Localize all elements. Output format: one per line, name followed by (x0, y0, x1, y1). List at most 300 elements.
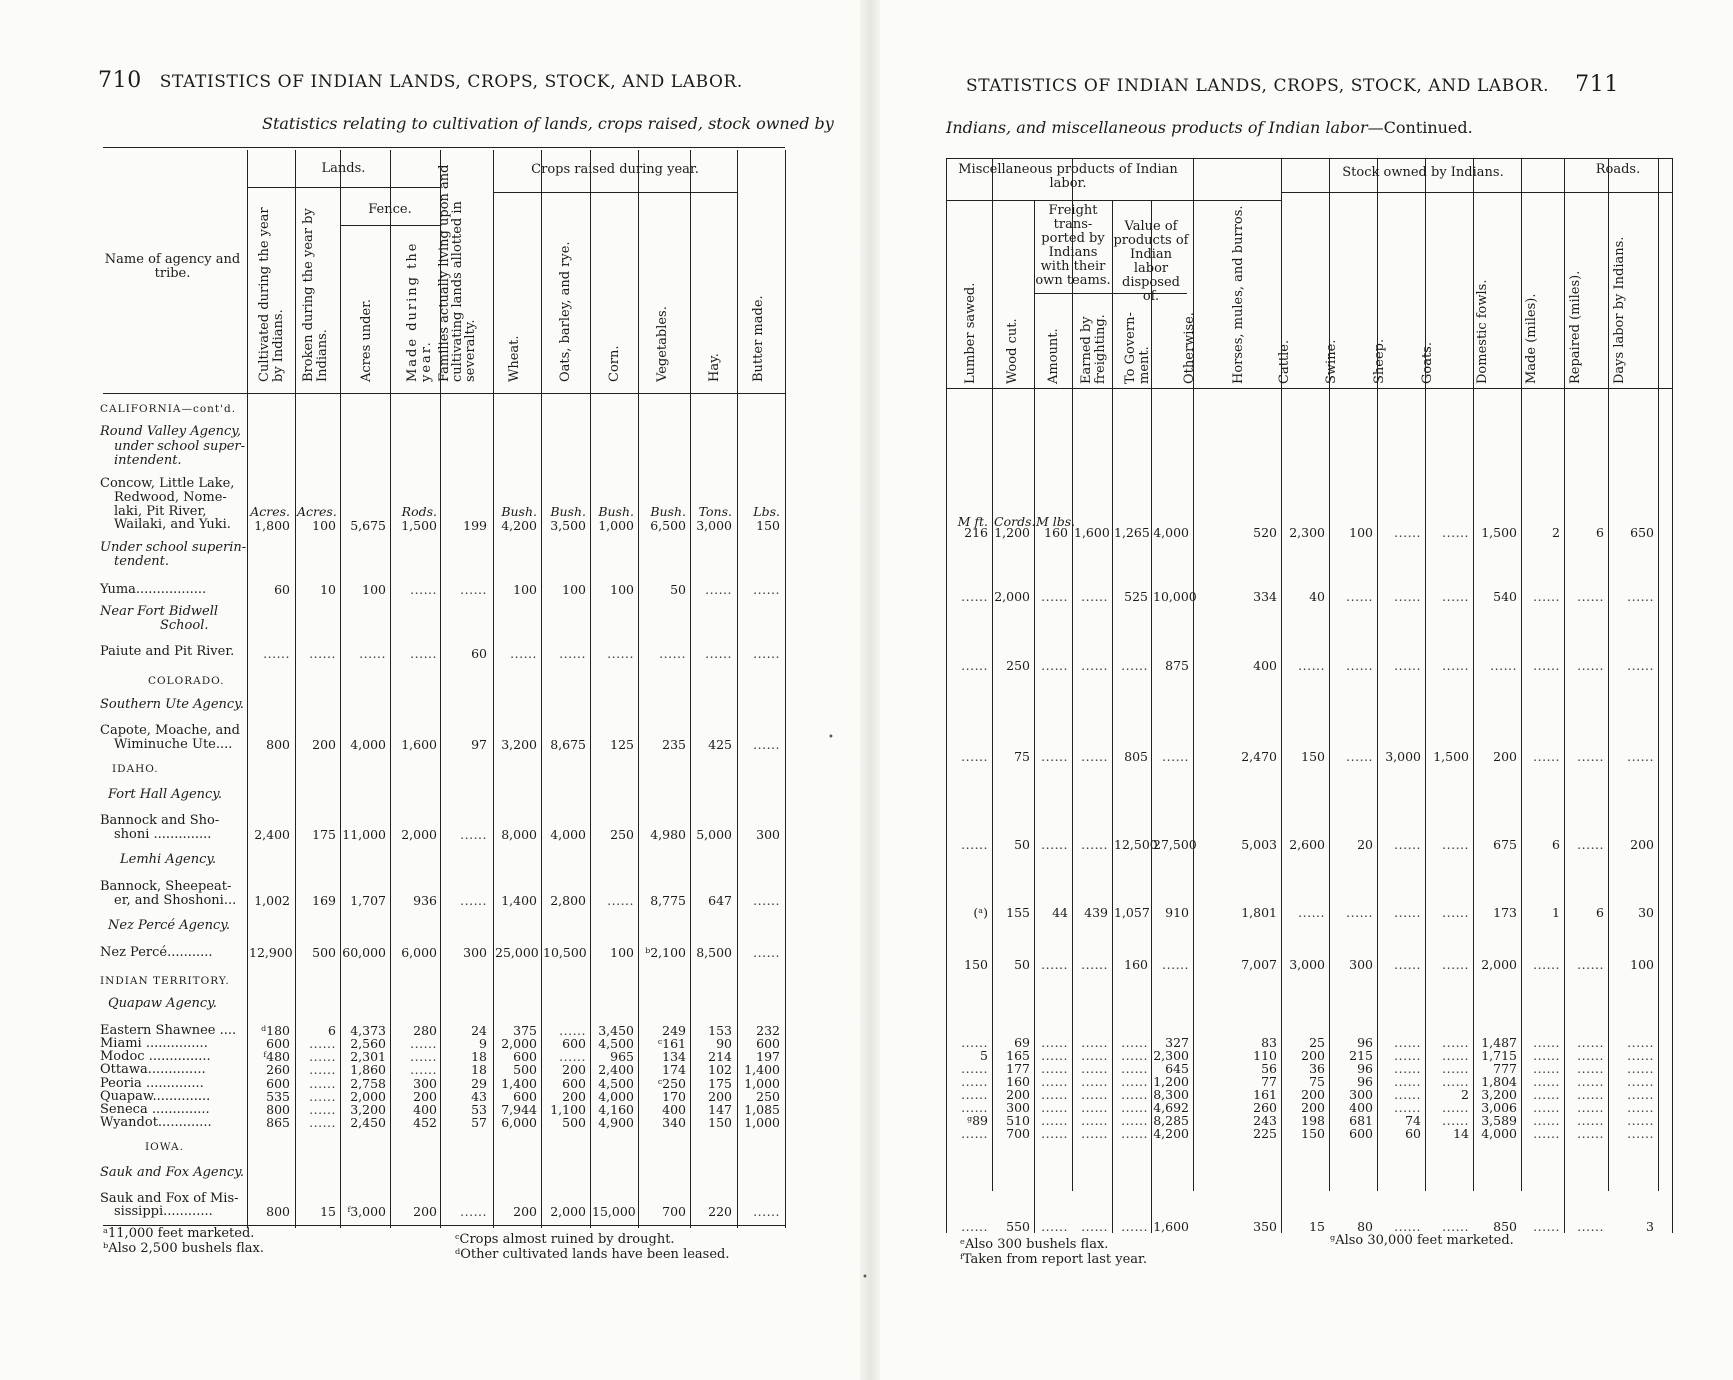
table-cell: 4,160 (598, 1102, 634, 1117)
table-cell: 600 (266, 1076, 290, 1091)
table-cell: ...... (1394, 1087, 1421, 1102)
table-cell: 439 (1084, 905, 1108, 920)
table-cell: 6,000 (401, 945, 437, 960)
table-cell: 1,000 (598, 518, 634, 533)
table-cell: 77 (1261, 1074, 1277, 1089)
table-cell: ...... (460, 1204, 487, 1219)
table-cell: 4,000 (550, 827, 586, 842)
table-row (880, 958, 1733, 972)
table-cell: ...... (961, 1100, 988, 1115)
table-cell: 700 (1006, 1126, 1030, 1141)
table-cell: 198 (1301, 1113, 1325, 1128)
table-cell: ...... (510, 646, 537, 661)
table-cell: 2,000 (350, 1089, 386, 1104)
tribe-label: COLORADO. (148, 675, 225, 687)
table-cell: ...... (1121, 1048, 1148, 1063)
table-cell: ...... (1577, 1048, 1604, 1063)
lands-group-rule (247, 187, 440, 188)
col-families-header: Families actually living upon and cultivating lands allotted in severalty. (437, 164, 478, 382)
table-cell: 340 (662, 1115, 686, 1130)
table-row (880, 659, 1733, 673)
table-cell: 350 (1253, 1219, 1277, 1234)
table-cell: ...... (1162, 957, 1189, 972)
tribe-label: Sauk and Fox Agency. (100, 1165, 245, 1180)
table-cell: 510 (1006, 1113, 1030, 1128)
table-cell: 1,100 (550, 1102, 586, 1117)
table-cell: 200 (1301, 1048, 1325, 1063)
table-cell: 5,000 (696, 827, 732, 842)
table-cell: 4,373 (350, 1023, 386, 1038)
table-row (880, 590, 1733, 604)
table-cell: 7,007 (1241, 957, 1277, 972)
col-butter-header: Butter made. (751, 295, 766, 382)
table-cell: 3,200 (350, 1102, 386, 1117)
table-cell: 965 (610, 1049, 634, 1064)
table-cell: 199 (463, 518, 487, 533)
table-cell: 200 (708, 1089, 732, 1104)
table-cell: ᶜ250 (657, 1076, 686, 1091)
col-cultivated-header: Cultivated during the year by Indians. (257, 207, 286, 382)
tribe-label: Sauk and Fox of Mis- (100, 1191, 239, 1206)
table-cell: ...... (1627, 1100, 1654, 1115)
fence-group-rule (340, 225, 440, 226)
table-cell: 165 (1006, 1048, 1030, 1063)
table-cell: ...... (1081, 837, 1108, 852)
table-cell: 4,200 (1153, 1126, 1189, 1141)
col-made-fence-header: Made during the year. (405, 241, 434, 382)
footnote-g: ᵍAlso 30,000 feet marketed. (1330, 1233, 1514, 1248)
table-cell: ...... (309, 1102, 336, 1117)
table-cell: ...... (1394, 905, 1421, 920)
table-cell: 57 (471, 1115, 487, 1130)
table-cell: 8,675 (550, 737, 586, 752)
table-cell: ...... (1121, 1100, 1148, 1115)
table-cell: 97 (471, 737, 487, 752)
table-cell: 805 (1124, 749, 1148, 764)
table-cell: 1,715 (1481, 1048, 1517, 1063)
table-cell: ...... (1346, 905, 1373, 920)
table-cell: ...... (1577, 749, 1604, 764)
table-cell: ...... (1394, 1100, 1421, 1115)
table-cell: 500 (562, 1115, 586, 1130)
table-cell: 50 (1014, 957, 1030, 972)
col-acres-under-header: Acres under. (359, 298, 374, 382)
table-cell: ...... (1081, 1061, 1108, 1076)
table-cell: ...... (1394, 589, 1421, 604)
table-cell: ...... (1081, 957, 1108, 972)
page-gutter (860, 0, 880, 1380)
table-cell: ...... (961, 658, 988, 673)
table-cell: ...... (1442, 957, 1469, 972)
table-cell: 1,600 (1153, 1219, 1189, 1234)
col-broken-header: Broken during the year by Indians. (301, 208, 330, 382)
table-cell: ...... (753, 582, 780, 597)
table-cell: ᵍ89 (967, 1113, 988, 1128)
table-cell: 9 (479, 1036, 487, 1051)
table-cell: ...... (1041, 837, 1068, 852)
table-cell: 60 (471, 646, 487, 661)
table-cell: 4,692 (1153, 1100, 1189, 1115)
table-cell: 4,000 (350, 737, 386, 752)
stock-roads-rule (1281, 192, 1672, 193)
col-corn-header: Corn. (607, 345, 622, 382)
table-cell: 243 (1253, 1113, 1277, 1128)
tribe-label: laki, Pit River, (114, 504, 207, 519)
table-cell: ...... (1394, 837, 1421, 852)
table-cell: ...... (1081, 1035, 1108, 1050)
table-cell: 18 (471, 1049, 487, 1064)
footnote-a: ᵃ11,000 feet marketed. (103, 1226, 255, 1241)
col-goats-header: Goats. (1420, 342, 1435, 384)
table-cell: 100 (610, 945, 634, 960)
table-cell: 96 (1357, 1035, 1373, 1050)
table-cell: 232 (756, 1023, 780, 1038)
tribe-label: IOWA. (145, 1141, 184, 1153)
table-cell: ...... (1121, 1219, 1148, 1234)
table-cell: ...... (1041, 1219, 1068, 1234)
table-cell: ...... (1394, 1074, 1421, 1089)
table-cell: 75 (1309, 1074, 1325, 1089)
table-cell: ...... (559, 1049, 586, 1064)
table-cell: ...... (961, 1035, 988, 1050)
tribe-label: Under school superin- (100, 540, 247, 555)
table-cell: 3,000 (1289, 957, 1325, 972)
table-cell: 681 (1349, 1113, 1373, 1128)
table-cell: 96 (1357, 1074, 1373, 1089)
table-cell: 96 (1357, 1061, 1373, 1076)
table-cell: ...... (1081, 1074, 1108, 1089)
name-column-header: Name of agency and tribe. (104, 252, 241, 281)
table-cell: 100 (610, 582, 634, 597)
table-cell: 280 (413, 1023, 437, 1038)
table-cell: 1,804 (1481, 1074, 1517, 1089)
table-cell: 300 (413, 1076, 437, 1091)
table-cell: 100 (362, 582, 386, 597)
table-cell: ...... (1577, 1100, 1604, 1115)
tribe-label: intendent. (114, 453, 182, 468)
tribe-label: Modoc ............... (100, 1049, 211, 1064)
unit-label: M lbs. (1036, 514, 1076, 529)
table-cell: 60 (1405, 1126, 1421, 1141)
table-cell: 147 (708, 1102, 732, 1117)
table-cell: 400 (413, 1102, 437, 1117)
tribe-label: tendent. (114, 554, 170, 569)
table-cell: ...... (1081, 589, 1108, 604)
table-cell: ...... (1627, 658, 1654, 673)
table-cell: 83 (1261, 1035, 1277, 1050)
table-cell: ...... (1533, 1087, 1560, 1102)
table-cell: ...... (961, 1126, 988, 1141)
freight-group-header: Freight trans- ported by Indians with their own teams. (1035, 203, 1111, 288)
table-cell: ...... (1081, 1048, 1108, 1063)
table-cell: 425 (708, 737, 732, 752)
table-cell: 100 (312, 518, 336, 533)
col-earned-header: Earned by freighting. (1079, 314, 1108, 384)
table-cell: 150 (964, 957, 988, 972)
table-cell: 60 (274, 582, 290, 597)
table-cell: 3,006 (1481, 1100, 1517, 1115)
table-cell: 2,400 (254, 827, 290, 842)
table-cell: ...... (1394, 1219, 1421, 1234)
table-cell: ...... (309, 1049, 336, 1064)
unit-label: Lbs. (753, 504, 780, 519)
unit-label: Bush. (550, 504, 586, 519)
table-cell: 60,000 (342, 945, 386, 960)
table-cell: 3 (1646, 1219, 1654, 1234)
table-row (0, 644, 860, 661)
col-amount-header: Amount. (1046, 328, 1061, 384)
col-otherwise-header: Otherwise. (1182, 312, 1197, 384)
table-cell: ...... (1121, 1074, 1148, 1089)
table-cell: 175 (312, 827, 336, 842)
table-cell: ...... (1533, 589, 1560, 604)
table-cell: 2,000 (1481, 957, 1517, 972)
right-subtitle-italic: Indians, and miscellaneous products of Indian labor (946, 118, 1368, 137)
table-cell: 1 (1552, 905, 1560, 920)
table-cell: ...... (1442, 1061, 1469, 1076)
table-cell: ...... (1577, 1061, 1604, 1076)
table-cell: ...... (753, 1204, 780, 1219)
table-cell: 20 (1357, 837, 1373, 852)
table-cell: 100 (513, 582, 537, 597)
table-cell: 90 (716, 1036, 732, 1051)
table-cell: 2,000 (994, 589, 1030, 604)
table-cell: 100 (562, 582, 586, 597)
table-cell: ...... (460, 893, 487, 908)
crops-group-rule (493, 192, 737, 193)
table-row (880, 838, 1733, 852)
table-cell: 6 (1596, 905, 1604, 920)
table-cell: 1,801 (1241, 905, 1277, 920)
table-cell: 5,675 (350, 518, 386, 533)
table-cell: 865 (266, 1115, 290, 1130)
unit-label: Cords. (994, 514, 1036, 529)
tribe-label: Southern Ute Agency. (100, 697, 244, 712)
left-units-row (0, 505, 860, 519)
tribe-label: Miami ............... (100, 1036, 208, 1051)
stock-group-header: Stock owned by Indians. (1342, 165, 1504, 180)
table-cell: 200 (1493, 749, 1517, 764)
tribe-label: Nez Percé Agency. (108, 918, 231, 933)
table-cell: ...... (1081, 749, 1108, 764)
table-cell: 3,200 (1481, 1087, 1517, 1102)
table-row (0, 1205, 860, 1219)
tribe-label: Eastern Shawnee .... (100, 1023, 237, 1038)
table-cell: ...... (1577, 1087, 1604, 1102)
table-cell: 2,300 (1289, 525, 1325, 540)
table-cell: (ᵃ) (973, 905, 988, 920)
table-cell: ...... (309, 646, 336, 661)
right-page-number: 711 (1575, 72, 1619, 97)
table-cell: 300 (1006, 1100, 1030, 1115)
table-cell: 400 (1349, 1100, 1373, 1115)
table-cell: ...... (1533, 749, 1560, 764)
table-cell: ...... (1577, 1074, 1604, 1089)
table-cell: 40 (1309, 589, 1325, 604)
table-cell: 6,500 (650, 518, 686, 533)
table-cell: 650 (1630, 525, 1654, 540)
table-cell: ...... (753, 945, 780, 960)
tribe-label: Seneca .............. (100, 1102, 210, 1117)
table-cell: ...... (1533, 1113, 1560, 1128)
table-cell: 4,500 (598, 1076, 634, 1091)
table-cell: 2,600 (1289, 837, 1325, 852)
table-cell: ...... (410, 646, 437, 661)
table-cell: 800 (266, 1102, 290, 1117)
table-cell: ᶜ161 (657, 1036, 686, 1051)
table-cell: 8,285 (1153, 1113, 1189, 1128)
table-cell: ᶠ3,000 (347, 1204, 386, 1219)
table-cell: ...... (1041, 1100, 1068, 1115)
table-cell: 400 (662, 1102, 686, 1117)
footnotes-right (455, 1232, 730, 1262)
col-sheep-header: Sheep. (1372, 338, 1387, 384)
table-cell: 1,200 (1153, 1074, 1189, 1089)
table-cell: ...... (1442, 1035, 1469, 1050)
table-cell: ...... (1121, 1087, 1148, 1102)
table-cell: 3,500 (550, 518, 586, 533)
table-cell: 1,400 (744, 1062, 780, 1077)
table-cell: 647 (708, 893, 732, 908)
right-subtitle (946, 118, 1473, 137)
table-row (880, 1127, 1733, 1141)
table-cell: ...... (559, 1023, 586, 1038)
table-cell: ...... (1577, 1126, 1604, 1141)
tribe-label: Yuma................. (100, 582, 207, 597)
table-cell: 3,200 (501, 737, 537, 752)
table-row (0, 519, 860, 533)
table-cell: 600 (513, 1089, 537, 1104)
table-cell: 11,000 (342, 827, 386, 842)
tribe-label: Quapaw Agency. (108, 996, 217, 1011)
table-cell: ...... (607, 893, 634, 908)
table-cell: ...... (1442, 1113, 1469, 1128)
col-made-miles-header: Made (miles). (1524, 293, 1539, 384)
table-cell: ...... (1627, 1113, 1654, 1128)
table-row (880, 906, 1733, 920)
table-cell: 260 (1253, 1100, 1277, 1115)
table-cell: 197 (756, 1049, 780, 1064)
unit-label: Bush. (598, 504, 634, 519)
table-cell: 8,775 (650, 893, 686, 908)
table-cell: 174 (662, 1062, 686, 1077)
left-running-head-text: STATISTICS OF INDIAN LANDS, CROPS, STOCK, AND LABOR. (159, 72, 743, 92)
table-cell: 150 (1301, 749, 1325, 764)
table-cell: 1,265 (1114, 525, 1150, 540)
tribe-label: Bannock, Sheepeat- (100, 879, 232, 894)
table-cell: 25 (1309, 1035, 1325, 1050)
table-row (0, 828, 860, 842)
table-cell: ...... (705, 582, 732, 597)
table-cell: 161 (1253, 1087, 1277, 1102)
table-cell: 100 (1349, 525, 1373, 540)
table-cell: 160 (1006, 1074, 1030, 1089)
table-cell: ...... (263, 646, 290, 661)
tribe-label: INDIAN TERRITORY. (100, 975, 230, 987)
table-cell: 216 (964, 525, 988, 540)
unit-label: Acres. (297, 504, 337, 519)
table-cell: 700 (662, 1204, 686, 1219)
col-wheat-header: Wheat. (507, 335, 522, 382)
table-cell: 6 (1596, 525, 1604, 540)
table-cell: ...... (309, 1062, 336, 1077)
table-cell: ...... (1041, 658, 1068, 673)
table-cell: 800 (266, 1204, 290, 1219)
misc-group-rule (946, 200, 1281, 201)
table-cell: 300 (1349, 957, 1373, 972)
tribe-label: Bannock and Sho- (100, 813, 220, 828)
table-cell: 153 (708, 1023, 732, 1038)
table-cell: ...... (410, 1062, 437, 1077)
table-cell: ...... (1394, 1048, 1421, 1063)
table-cell: ...... (1041, 1061, 1068, 1076)
table-cell: 1,000 (744, 1076, 780, 1091)
table-cell: 1,057 (1114, 905, 1150, 920)
table-cell: ...... (1394, 1061, 1421, 1076)
table-cell: 3,450 (598, 1023, 634, 1038)
table-cell: 30 (1638, 905, 1654, 920)
table-cell: 300 (463, 945, 487, 960)
table-cell: ᵈ180 (261, 1023, 290, 1038)
table-cell: 4,000 (1481, 1126, 1517, 1141)
unit-label: Acres. (250, 504, 290, 519)
table-cell: 220 (708, 1204, 732, 1219)
speck-mark: • (862, 1272, 868, 1283)
table-cell: 10,500 (543, 945, 587, 960)
table-cell: ...... (1081, 1087, 1108, 1102)
table-cell: ...... (1394, 957, 1421, 972)
table-cell: 50 (1014, 837, 1030, 852)
crops-group-header: Crops raised during year. (531, 162, 699, 177)
table-cell: 1,600 (401, 737, 437, 752)
table-cell: 100 (1630, 957, 1654, 972)
table-cell: ...... (1346, 589, 1373, 604)
table-cell: ...... (1442, 905, 1469, 920)
table-cell: 250 (610, 827, 634, 842)
table-cell: ...... (1533, 1100, 1560, 1115)
table-cell: 600 (266, 1036, 290, 1051)
table-cell: 260 (266, 1062, 290, 1077)
table-cell: ...... (607, 646, 634, 661)
table-cell: 110 (1253, 1048, 1277, 1063)
table-cell: ...... (1627, 1048, 1654, 1063)
table-cell: ...... (961, 1061, 988, 1076)
table-cell: 500 (513, 1062, 537, 1077)
tribe-label: under school super- (114, 439, 246, 454)
tribe-label: Round Valley Agency, (100, 424, 242, 439)
table-cell: ...... (1627, 1087, 1654, 1102)
right-page (880, 0, 1733, 1380)
table-cell: ...... (961, 837, 988, 852)
table-cell: 200 (1301, 1087, 1325, 1102)
table-cell: ...... (1346, 749, 1373, 764)
table-cell: ...... (1533, 1126, 1560, 1141)
table-cell: ...... (1533, 957, 1560, 972)
col-days-header: Days labor by Indians. (1612, 236, 1627, 384)
table-cell: ...... (1394, 525, 1421, 540)
table-cell: ...... (1394, 1035, 1421, 1050)
table-cell: ...... (1121, 1061, 1148, 1076)
table-cell: 1,200 (994, 525, 1030, 540)
table-cell: ...... (410, 1049, 437, 1064)
unit-label: Tons. (698, 504, 732, 519)
table-cell: 910 (1165, 905, 1189, 920)
table-cell: ...... (1298, 658, 1325, 673)
table-cell: ...... (410, 1036, 437, 1051)
table-cell: ...... (1627, 749, 1654, 764)
col-swine-header: Swine. (1324, 339, 1339, 384)
table-cell: ...... (1442, 658, 1469, 673)
